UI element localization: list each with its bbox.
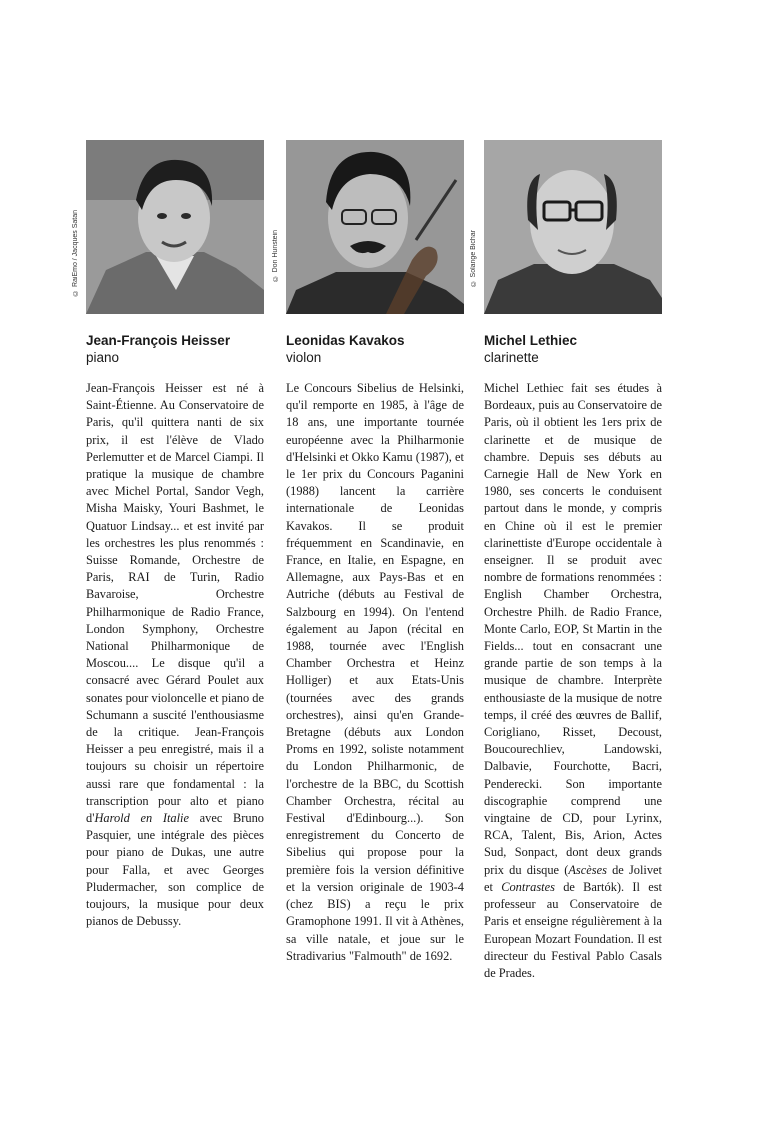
artist-biography — [86, 380, 264, 931]
artist-column-heisser — [86, 140, 264, 931]
bio-text: de Jolivet et — [484, 862, 662, 894]
artist-biography — [286, 380, 464, 965]
artist-name: Jean-François Heisser — [86, 333, 231, 348]
bio-text: de Bartók). Il est professeur au Conservatoire de Paris et enseigne régulièrement à la European Mozart Foundation. Il est directeur du Festival Pablo Casals de Prades. — [484, 879, 662, 980]
bio-text: Michel Lethiec fait ses études à Bordeaux, puis au Conservatoire de Paris, où il obtient les 1ers prix de clarinette et de musique de chambre. Depuis ses débuts au Carnegie Hall de New York en 1980, ses concerts le conduisent partout dans le monde, y compris en Chine où il est le premier clarinettiste d'Europe occidentale à enseigner. Il se produit avec nombre de formations renommées : English Chamber Orchestra, Orchestre Philh. de Radio France, Monte Carlo, EOP, St Martin in the Fields... tout en consacrant une grande partie de son temps à la musique de chambre. Interprète enthousiaste de la musique de notre temps, il créé des œuvres de Ballif, Corigliano, Risset, Decoust, Boucourechliev, Landowski, Dalbavie, Fourchotte, Bacri, Penderecki. Son importante discographie comprend une vingtaine de CD, pour Lyrinx, RCA, Talent, Bis, Arion, Actes Sud, Sonpact, dont deux grands prix du disque ( — [484, 381, 662, 877]
artist-instrument: violon — [286, 350, 322, 365]
bio-work-title: Contrastes — [501, 879, 555, 894]
portrait-kavakos-image — [286, 140, 464, 314]
photo-credit: © Don Hunstein — [272, 230, 279, 282]
bio-text: Jean-François Heisser est né à Saint-Étienne. Au Conservatoire de Paris, qu'il quittera nanti de six prix, il est l'élève de Vlado Perlemutter et de Marcel Ciampi. Il pratique la musique de chambre avec Michel Portal, Sandor Vegh, Misha Maisky, Youri Bashmet, le Quatuor Lindsay... et est invité par les orchestres les plus renommés : Suisse Romande, Orchestre de Paris, RAI de Turin, Radio Bavaroise, Orchestre Philharmonique de Radio France, London Symphony, Orchestre National Philharmonique de Moscou.... Le disque qu'il a consacré avec Gérard Poulet aux sonates pour violoncelle et piano de Schumann a suscité l'enthousiasme de la critique. Jean-François Heisser a peu enregistré, mais il a toujours su choisir un répertoire aussi rare que fondamental : la transcription pour alto et piano d' — [86, 381, 264, 826]
bio-text: avec Bruno Pasquier, une intégrale des pièces pour piano de Dukas, une autre pour Falla, et avec Georges Pludermacher, son complice de toujours, la musique pour deux pianos de Debussy. — [86, 811, 264, 929]
bio-work-title: Harold en Italie — [94, 811, 189, 826]
artist-instrument: clarinette — [484, 350, 539, 365]
artist-name: Michel Lethiec — [484, 333, 578, 348]
photo-credit: © Solange Bichar — [470, 230, 477, 287]
bio-text: Le Concours Sibelius de Helsinki, qu'il remporte en 1985, à l'âge de 18 ans, une importante tournée européenne avec la Philharmonie d'Helsinki et Okko Kamu (1987), et le 1er prix du Concours Paganini (1988) lancent la carrière internationale de Leonidas Kavakos. Il se produit fréquemment en Scandinavie, en France, en Italie, en Espagne, en Allemagne, aux Pays-Bas et en Autriche (débuts au Festival de Salzbourg en 1994). On l'entend également au Japon (récital en 1988, tournée avec l'English Chamber Orchestra et Heinz Holliger) et aux Etats-Unis (tournées avec des grands orchestres), ainsi qu'en Grande-Bretagne (débuts aux London Proms en 1992, soliste notamment du London Philharmonic, de l'orchestre de la BBC, du Scottish Chamber Orchestra, récital au Festival d'Edinbourg...). Son enregistrement du Concerto de Sibelius qui propose pour la première fois la version définitive et la version originale de 1903-4 (chez BIS) a reçu le prix Gramophone 1991. Il vit à Athènes, sa ville natale, et joue sur le Stradivarius "Falmouth" de 1692. — [286, 381, 464, 963]
portrait-heisser-image — [86, 140, 264, 314]
artist-photo — [86, 140, 264, 314]
artist-instrument: piano — [86, 350, 120, 365]
artist-name: Leonidas Kavakos — [286, 333, 405, 348]
artist-photo — [286, 140, 464, 314]
artist-biography — [484, 380, 662, 982]
photo-credit: © RaiEmo / Jacques Satan — [72, 210, 79, 296]
artist-column-kavakos — [286, 140, 464, 965]
bio-work-title: Ascèses — [568, 862, 607, 877]
artist-photo — [484, 140, 662, 314]
portrait-lethiec-image — [484, 140, 662, 314]
artist-column-lethiec — [484, 140, 662, 982]
